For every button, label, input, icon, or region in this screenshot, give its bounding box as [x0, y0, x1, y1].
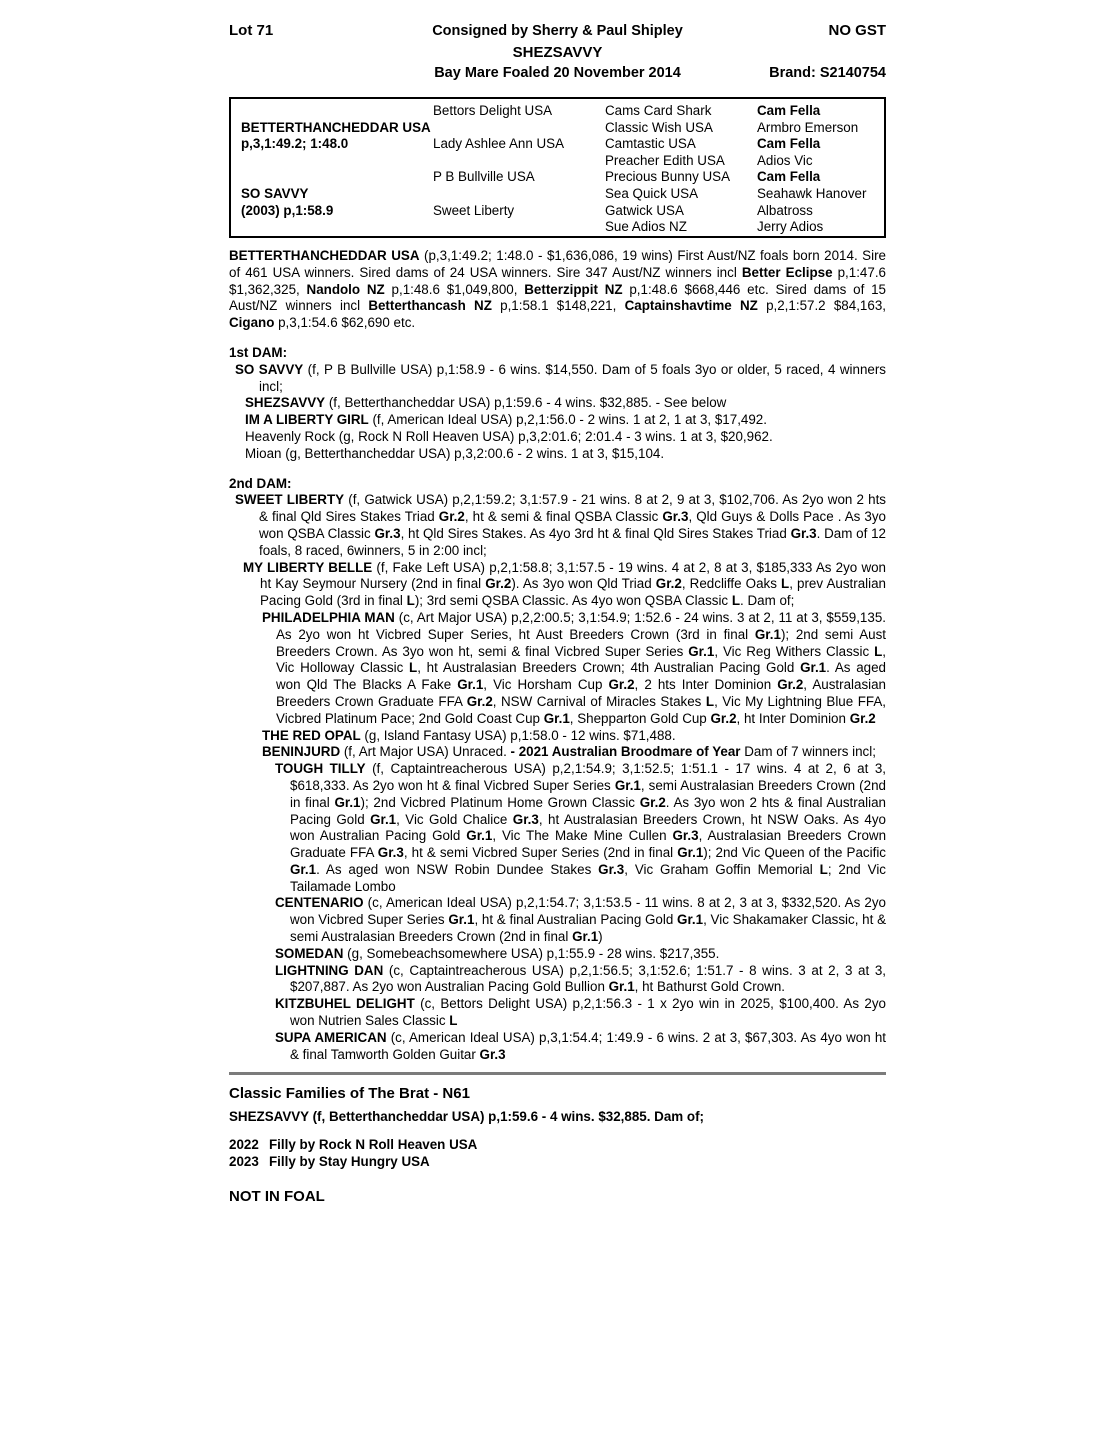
pedigree-cell: Armbro Emerson — [757, 119, 859, 135]
entry-mioan: Mioan (g, Betterthancheddar USA) p,3,2:00.6 - 2 wins. 1 at 3, $15,104. — [245, 445, 665, 461]
entry-centenario: CENTENARIO (c, American Ideal USA) p,2,1:54.7; 3,1:53.5 - 11 wins. 8 at 2, 3 at 3, $332,520. As 2yo won Vicbred Super Series Gr.1, ht & final Australian Pacing Gold Gr.1, Vic Shakamaker Classic, ht & semi Australasian Breeders Crown (2nd in final Gr.1) — [275, 895, 887, 945]
pedigree-cell: Adios Vic — [757, 152, 813, 168]
pedigree-cell: Gatwick USA — [605, 202, 684, 218]
pedigree-cell: Classic Wish USA — [605, 119, 713, 135]
pedigree-table — [229, 97, 886, 238]
entry-lightning-dan: LIGHTNING DAN (c, Captaintreacherous USA) p,2,1:56.5; 3,1:52.6; 1:51.7 - 8 wins. 3 at 2, 3 at 3, $207,887. As 2yo won Australian Pacing Gold Bullion Gr.1, ht Bathurst Gold Crown. — [275, 962, 886, 995]
entry-sweet-liberty: SWEET LIBERTY (f, Gatwick USA) p,2,1:59.2; 3,1:57.9 - 21 wins. 8 at 2, 9 at 3, $102,706. As 2yo won 2 hts & final Qld Sires Stakes Triad Gr.2, ht & semi & final QSBA Classic Gr.3, Qld Guys & Dolls Pace . As 3yo won QSBA Classic Gr.3, ht Qld Sires Stakes. As 4yo 3rd ht & final Qld Sires Stakes Triad Gr.3. Dam of 12 foals, 8 raced, 6winners, 5 in 2:00 incl; — [235, 492, 887, 558]
pedigree-cell: SO SAVVY — [241, 185, 309, 201]
pedigree-cell: Cam Fella — [757, 103, 821, 118]
pedigree-gen3-column — [605, 103, 730, 236]
progeny-year: 2023 — [229, 1154, 259, 1170]
pedigree-cell: Preacher Edith USA — [605, 152, 725, 168]
pedigree-cell — [433, 153, 564, 170]
pedigree-cell — [241, 103, 431, 120]
brand-number: Brand: S2140754 — [769, 65, 886, 81]
classic-families-line: Classic Families of The Brat - N61 — [229, 1085, 470, 1103]
pedigree-cell — [241, 153, 431, 170]
pedigree-gen2-column — [433, 103, 564, 236]
pedigree-cell — [433, 219, 564, 236]
pedigree-cell: BETTERTHANCHEDDAR USA — [241, 119, 431, 135]
sire-summary: BETTERTHANCHEDDAR USA (p,3,1:49.2; 1:48.0 - $1,636,086, 19 wins) First Aust/NZ foals born 2014. Sire of 461 USA winners. Sired dams of 24 USA winners. Sire 347 Aust/NZ winners incl Better Eclipse p,1:47.6 $1,362,325, Nandolo NZ p,1:48.6 $1,049,800, Betterzippit NZ p,1:48.6 $668,446 etc. Sired dams of 15 Aust/NZ winners incl Betterthancash NZ p,1:58.1 $148,221, Captainshavtime NZ p,2,1:57.2 $84,163, Cigano p,3,1:54.6 $62,690 etc. — [229, 248, 886, 331]
entry-heavenly-rock: Heavenly Rock (g, Rock N Roll Heaven USA) p,3,2:01.6; 2:01.4 - 3 wins. 1 at 3, $20,962. — [245, 428, 773, 444]
section-divider — [229, 1072, 886, 1075]
pedigree-cell: Lady Ashlee Ann USA — [433, 136, 565, 152]
pedigree-cell: Cams Card Shark — [605, 103, 712, 118]
entry-somedan: SOMEDAN (g, Somebeachsomewhere USA) p,1:55.9 - 28 wins. $217,355. — [275, 945, 720, 961]
pedigree-cell: Seahawk Hanover — [757, 185, 867, 201]
horse-name: SHEZSAVVY — [512, 44, 603, 61]
pedigree-cell: Jerry Adios — [757, 219, 824, 235]
entry-tough-tilly: TOUGH TILLY (f, Captaintreacherous USA) p,2,1:54.9; 3,1:52.5; 1:51.1 - 17 wins. 4 at 2, 6 at 3, $618,333. As 2yo won ht & final Vicbred Super Series Gr.1, semi Australasian Breeders Crown (2nd in final Gr.1); 2nd Vicbred Platinum Home Grown Classic Gr.2. As 3yo won 2 hts & final Australian Pacing Gold Gr.1, Vic Gold Chalice Gr.3, ht Australasian Breeders Crown, ht NSW Oaks. As 4yo won Australian Pacing Gold Gr.1, Vic The Make Mine Cullen Gr.3, Australasian Breeders Crown Graduate FFA Gr.3, ht & semi Vicbred Super Series (2nd in final Gr.1); 2nd Vic Queen of the Pacific Gr.1. As aged won NSW Robin Dundee Stakes Gr.3, Vic Graham Goffin Memorial L; 2nd Vic Tailamade Lombo — [275, 761, 887, 894]
entry-philadelphia-man: PHILADELPHIA MAN (c, Art Major USA) p,2,2:00.5; 3,1:54.9; 1:52.6 - 24 wins. 3 at 2, 11 at 3, $559,135. As 2yo won ht Vicbred Super Series, ht Aust Breeders Crown (3rd in final Gr.1); 2nd semi Aust Breeders Crown. As 3yo won ht, semi & final Vicbred Super Series Gr.1, Vic Reg Withers Classic L, Vic Holloway Classic L, ht Australasian Breeders Crown; 4th Australian Pacing Gold Gr.1. As aged won Qld The Blacks A Fake Gr.1, Vic Horsham Cup Gr.2, 2 hts Inter Dominion Gr.2, Australasian Breeders Crown Graduate FFA Gr.2, NSW Carnival of Miracles Stakes L, Vic My Lightning Blue FFA, Vicbred Platinum Pace; 2nd Gold Coast Cup Gr.1, Shepparton Gold Cup Gr.2, ht Inter Dominion Gr.2 — [262, 609, 887, 726]
entry-beninjurd: BENINJURD (f, Art Major USA) Unraced. - 2021 Australian Broodmare of Year Dam of 7 winners incl; — [262, 744, 876, 760]
pedigree-cell — [241, 219, 431, 236]
progeny-text: Filly by Stay Hungry USA — [269, 1154, 430, 1170]
header-row-3 — [229, 63, 886, 84]
pedigree-cell: P B Bullville USA — [433, 169, 535, 185]
pedigree-cell: Sweet Liberty — [433, 202, 515, 218]
pedigree-gen4-column — [757, 103, 866, 236]
pedigree-cell: Albatross — [757, 202, 813, 218]
second-dam-heading: 2nd DAM: — [229, 475, 292, 491]
progeny-year: 2022 — [229, 1137, 259, 1153]
pedigree-cell: Bettors Delight USA — [433, 103, 553, 118]
first-dam-heading: 1st DAM: — [229, 344, 288, 360]
consignor-line: Consigned by Sherry & Paul Shipley — [432, 23, 683, 39]
entry-shezsavvy: SHEZSAVVY (f, Betterthancheddar USA) p,1:59.6 - 4 wins. $32,885. - See below — [245, 395, 727, 411]
entry-so-savvy: SO SAVVY (f, P B Bullville USA) p,1:58.9 - 6 wins. $14,550. Dam of 5 foals 3yo or older, 5 raced, 4 winners incl; — [235, 361, 886, 394]
pedigree-cell — [433, 120, 564, 137]
pedigree-cell: p,3,1:49.2; 1:48.0 — [241, 136, 349, 152]
pedigree-cell: Precious Bunny USA — [605, 169, 731, 185]
foal-status: NOT IN FOAL — [229, 1187, 325, 1205]
pedigree-cell — [241, 169, 431, 186]
foaled-line: Bay Mare Foaled 20 November 2014 — [434, 65, 681, 81]
pedigree-cell: Cam Fella — [757, 169, 821, 185]
gst-flag: NO GST — [828, 22, 886, 39]
progeny-text: Filly by Rock N Roll Heaven USA — [269, 1137, 478, 1153]
footer-dam-line: SHEZSAVVY (f, Betterthancheddar USA) p,1:59.6 - 4 wins. $32,885. Dam of; — [229, 1109, 705, 1125]
page-content — [229, 20, 886, 1206]
pedigree-cell: Cam Fella — [757, 136, 821, 152]
pedigree-cell: Camtastic USA — [605, 136, 696, 152]
pedigree-cell: (2003) p,1:58.9 — [241, 202, 334, 218]
entry-kitzbuhel-delight: KITZBUHEL DELIGHT (c, Bettors Delight USA) p,2,1:56.3 - 1 x 2yo win in 2025, $100,400. As 2yo won Nutrien Sales Classic L — [275, 996, 886, 1029]
header-row-2 — [229, 42, 886, 63]
pedigree-cell: Sea Quick USA — [605, 185, 699, 201]
pedigree-gen1-column — [241, 103, 431, 236]
pedigree-cell: Sue Adios NZ — [605, 219, 687, 235]
header-row-1 — [229, 20, 886, 42]
entry-im-a-liberty-girl: IM A LIBERTY GIRL (f, American Ideal USA) p,2,1:56.0 - 2 wins. 1 at 2, 1 at 3, $17,492. — [245, 412, 767, 428]
entry-my-liberty-belle: MY LIBERTY BELLE (f, Fake Left USA) p,2,1:58.8; 3,1:57.5 - 19 wins. 4 at 2, 8 at 3, $185,333 As 2yo won ht Kay Seymour Nursery (2nd in final Gr.2). As 3yo won Qld Triad Gr.2, Redcliffe Oaks L, prev Australian Pacing Gold (3rd in final L); 3rd semi QSBA Classic. As 4yo won QSBA Classic L. Dam of; — [243, 559, 887, 609]
progeny-2022 — [229, 1137, 886, 1154]
pedigree-cell — [433, 186, 564, 203]
lot-number: Lot 71 — [229, 22, 274, 39]
entry-the-red-opal: THE RED OPAL (g, Island Fantasy USA) p,1:58.0 - 12 wins. $71,488. — [262, 727, 676, 743]
entry-supa-american: SUPA AMERICAN (c, American Ideal USA) p,3,1:54.4; 1:49.9 - 6 wins. 2 at 3, $67,303. As 4yo won ht & final Tamworth Golden Guitar Gr.3 — [275, 1029, 886, 1062]
progeny-2023 — [229, 1154, 886, 1171]
